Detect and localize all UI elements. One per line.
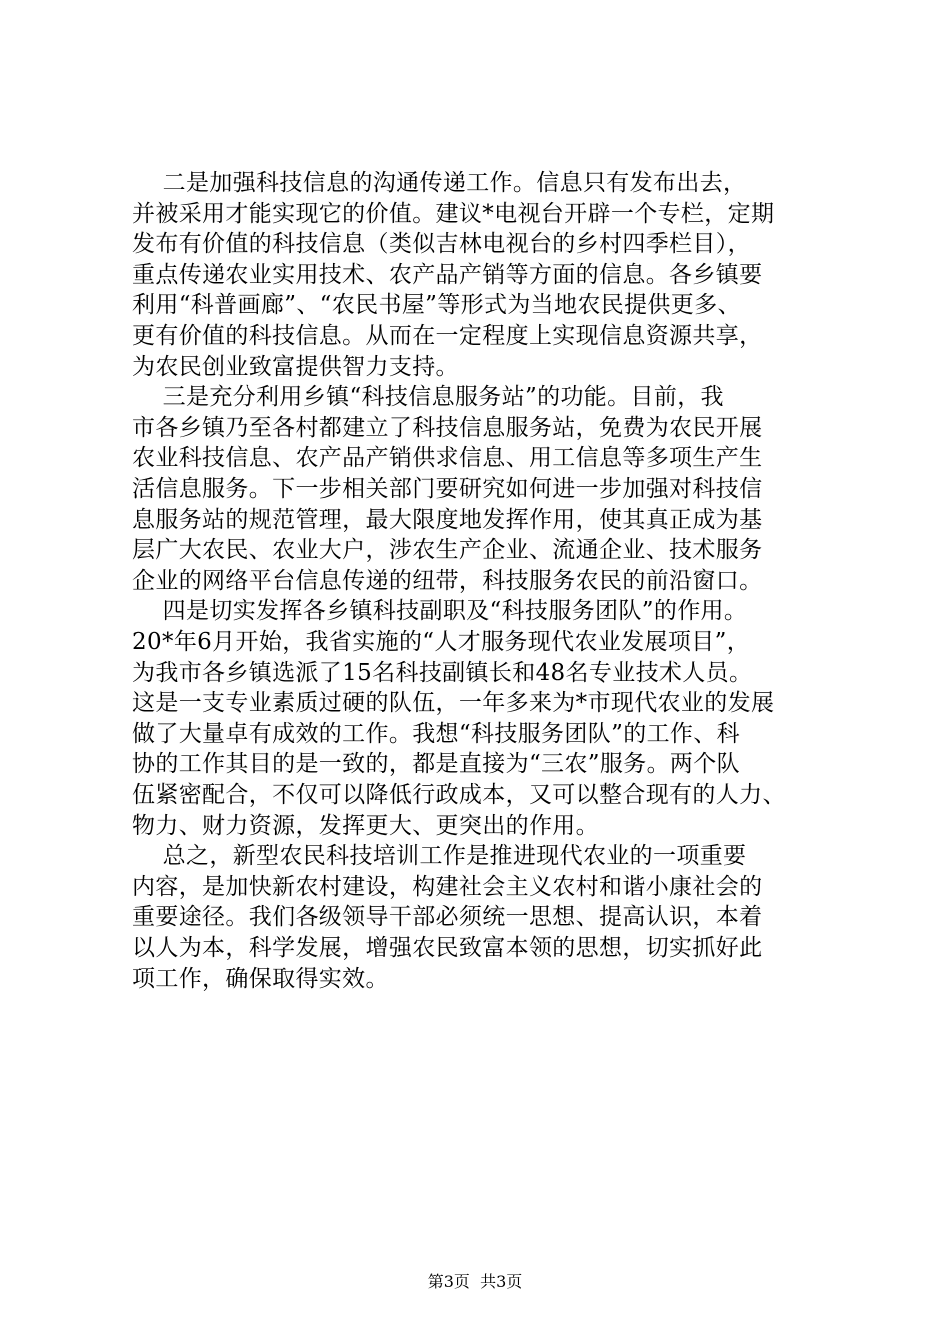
body-line: 市各乡镇乃至各村都建立了科技信息服务站，免费为农民开展: [132, 414, 763, 441]
body-line: 息服务站的规范管理，最大限度地发挥作用，使其真正成为基: [132, 506, 763, 533]
body-line: 并被采用才能实现它的价值。建议*电视台开辟一个专栏，定期: [132, 200, 775, 227]
body-line: 这是一支专业素质过硬的队伍，一年多来为*市现代农业的发展: [132, 690, 775, 717]
body-line: 20*年6月开始，我省实施的“人才服务现代农业发展项目”，: [132, 629, 751, 655]
body-line: 物力、财力资源，发挥更大、更突出的作用。: [132, 812, 599, 839]
body-line: 重要途径。我们各级领导干部必须统一思想、提高认识，本着: [132, 904, 763, 931]
body-line: 三是充分利用乡镇“科技信息服务站”的功能。目前，我: [132, 384, 724, 411]
body-line: 为农民创业致富提供智力支持。: [132, 353, 459, 380]
body-line: 四是切实发挥各乡镇科技副职及“科技服务团队”的作用。: [132, 598, 748, 625]
body-line: 利用“科普画廊”、“农民书屋”等形式为当地农民提供更多、: [132, 292, 741, 319]
body-line: 更有价值的科技信息。从而在一定程度上实现信息资源共享，: [132, 323, 763, 349]
body-line: 伍紧密配合，不仅可以降低行政成本，又可以整合现有的人力、: [132, 782, 786, 808]
body-line: 二是加强科技信息的沟通传递工作。信息只有发布出去，: [132, 170, 747, 196]
body-line: 企业的网络平台信息传递的纽带，科技服务农民的前沿窗口。: [132, 567, 763, 594]
body-line: 活信息服务。下一步相关部门要研究如何进一步加强对科技信: [132, 476, 763, 502]
body-line: 内容，是加快新农村建设，构建社会主义农村和谐小康社会的: [132, 873, 763, 900]
body-line: 农业科技信息、农产品产销供求信息、用工信息等多项生产生: [132, 445, 763, 472]
body-line: 为我市各乡镇选派了15名科技副镇长和48名专业技术人员。: [132, 659, 753, 686]
page-footer: 第3页 共3页: [427, 1272, 523, 1291]
body-line: 做了大量卓有成效的工作。我想“科技服务团队”的工作、科: [132, 720, 740, 747]
body-line: 发布有价值的科技信息（类似吉林电视台的乡村四季栏目），: [132, 231, 751, 258]
body-line: 层广大农民、农业大户，涉农生产企业、流通企业、技术服务: [132, 537, 763, 564]
body-line: 以人为本，科学发展，增强农民致富本领的思想，切实抓好此: [132, 935, 763, 961]
body-line: 总之，新型农民科技培训工作是推进现代农业的一项重要: [132, 843, 747, 870]
body-line: 协的工作其目的是一致的，都是直接为“三农”服务。两个队: [132, 751, 740, 778]
body-line: 重点传递农业实用技术、农产品产销等方面的信息。各乡镇要: [132, 261, 763, 288]
body-line: 项工作，确保取得实效。: [132, 965, 389, 992]
